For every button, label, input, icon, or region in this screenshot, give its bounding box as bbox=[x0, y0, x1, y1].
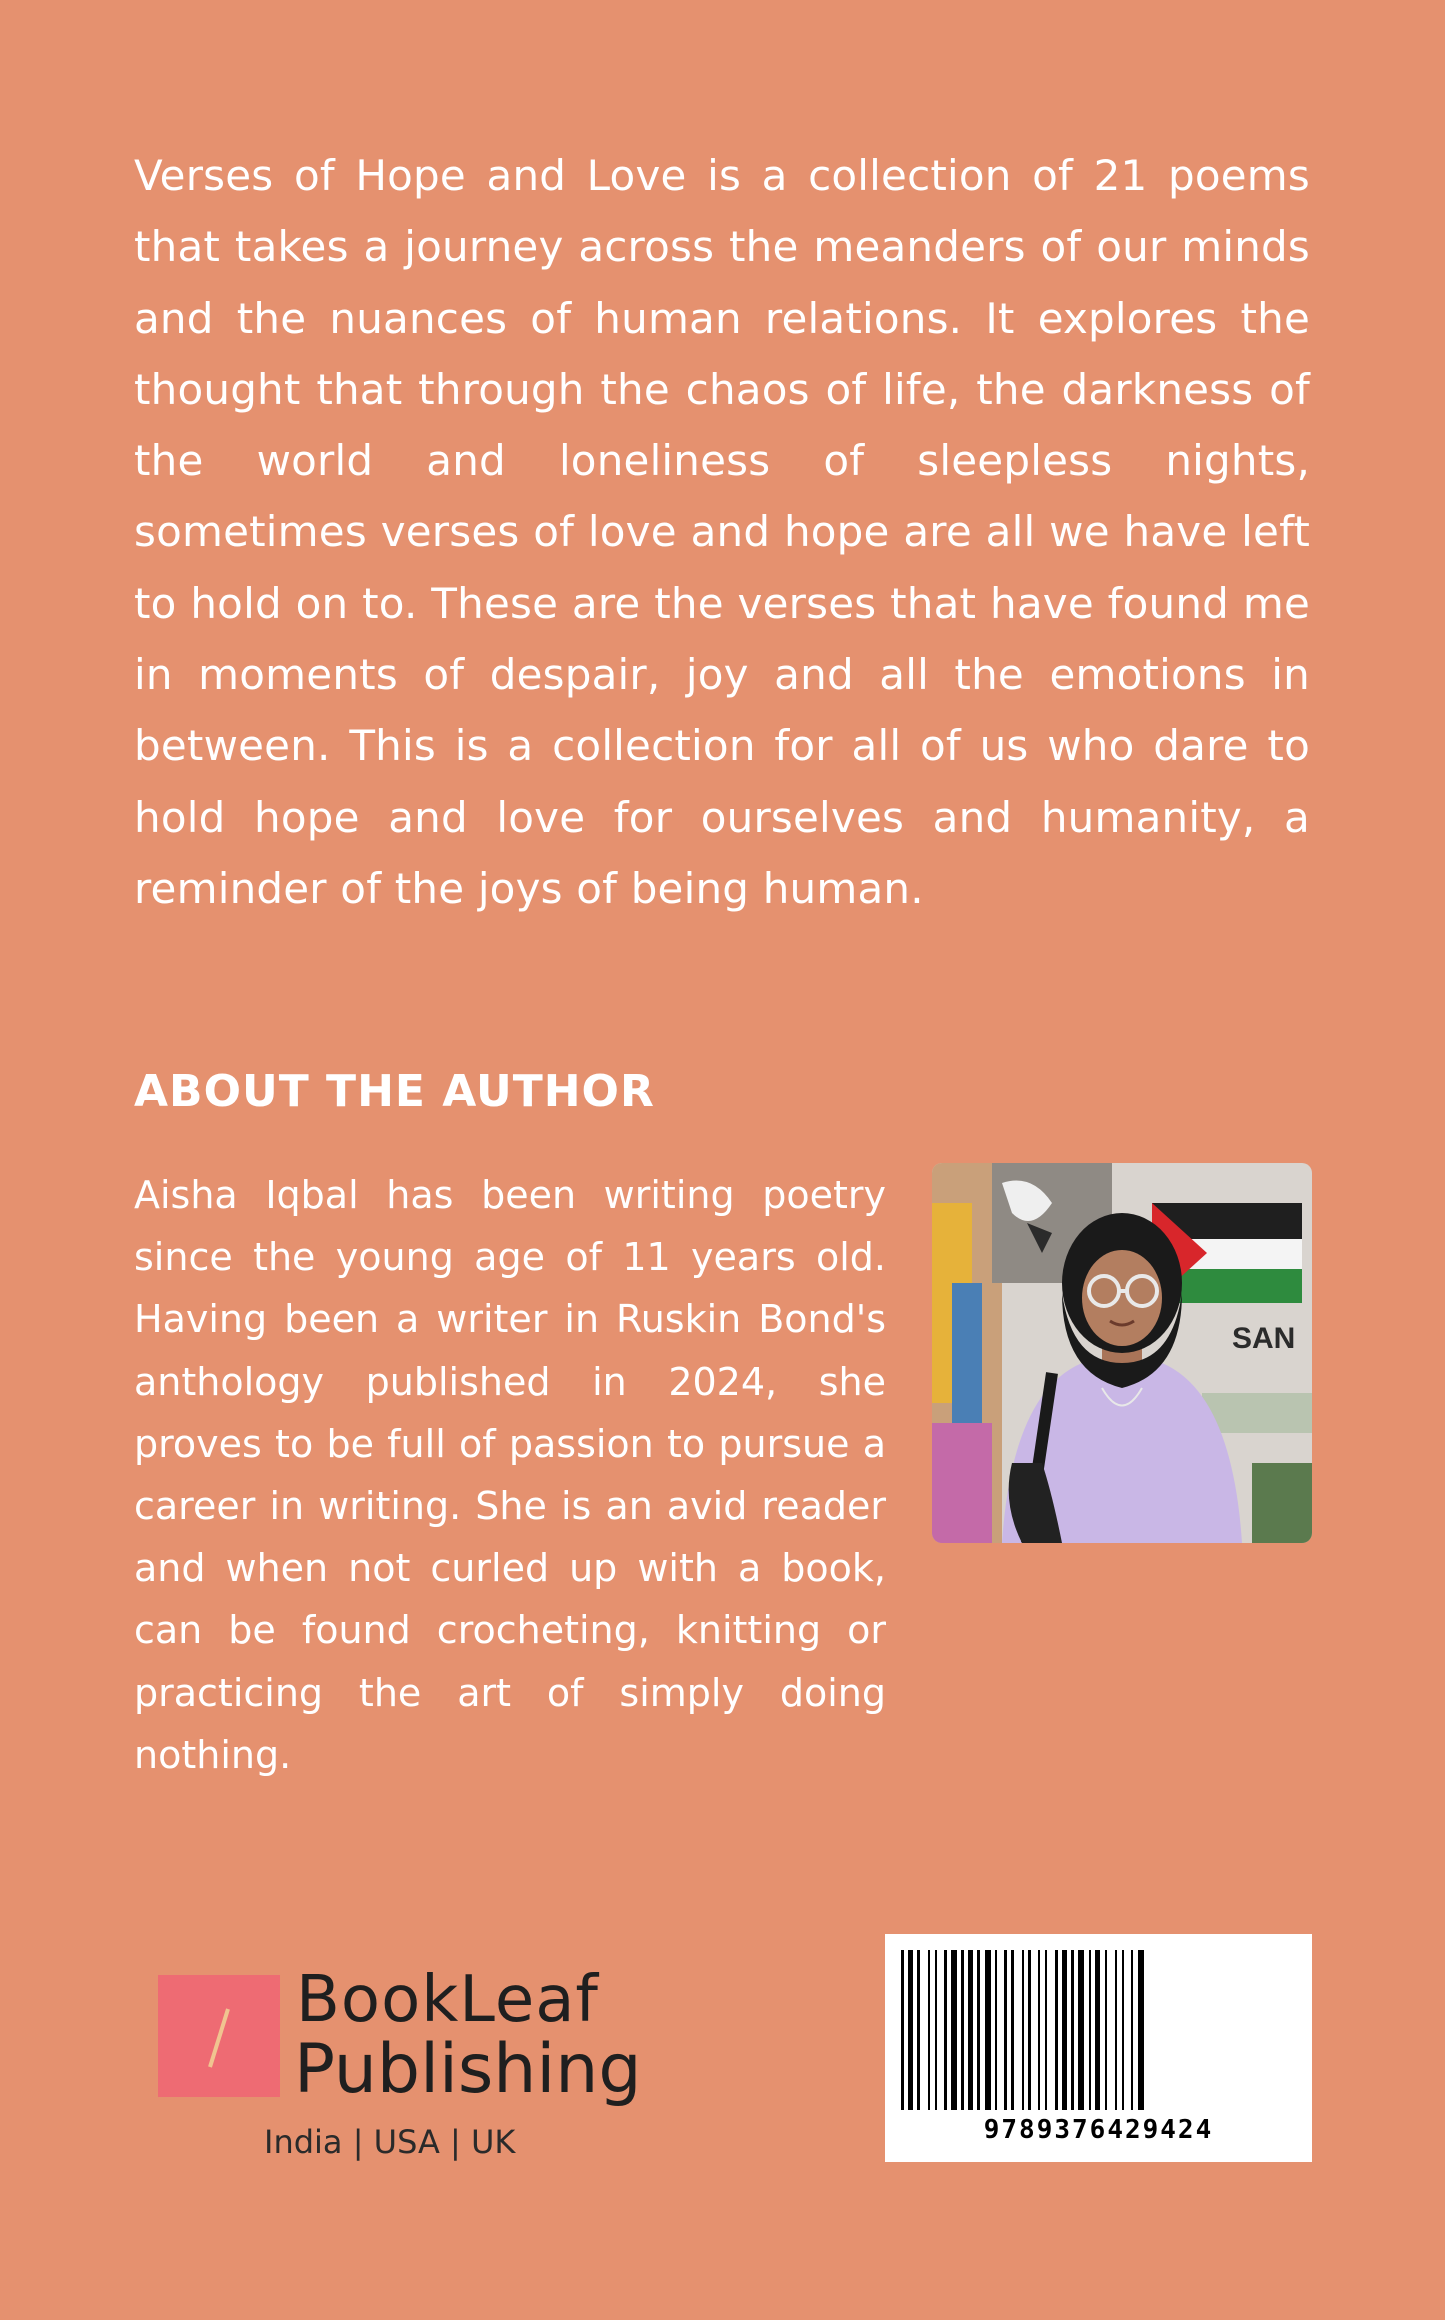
barcode bbox=[885, 1934, 1312, 2162]
barcode-bar bbox=[1095, 1950, 1100, 2110]
author-photo bbox=[932, 1163, 1312, 1543]
barcode-bar bbox=[1028, 1950, 1031, 2110]
barcode-bar bbox=[1055, 1950, 1058, 2110]
author-photo-image bbox=[932, 1163, 1312, 1543]
barcode-bar bbox=[917, 1950, 920, 2110]
barcode-bar bbox=[1105, 1950, 1107, 2110]
barcode-bar bbox=[1115, 1950, 1117, 2110]
barcode-bar bbox=[1004, 1950, 1007, 2110]
barcode-bar bbox=[1131, 1950, 1133, 2110]
barcode-bar bbox=[1062, 1950, 1067, 2110]
barcode-bar bbox=[944, 1950, 947, 2110]
barcode-bar bbox=[951, 1950, 957, 2110]
logo-slash-icon bbox=[158, 1975, 280, 2097]
barcode-bar bbox=[908, 1950, 913, 2110]
author-bio: Aisha Iqbal has been writing poetry since the young age of 11 years old. Having been a writer in Ruskin Bond's anthology published in 2024, she proves to be full of passion to pursue a career in writing. She is an avid reader and when not curled up with a book, can be found crocheting, knitting or practicing the art of simply doing nothing. bbox=[134, 1173, 886, 1777]
isbn-number: 9789376429424 bbox=[983, 2115, 1214, 2145]
barcode-bar bbox=[1022, 1950, 1024, 2110]
barcode-bar bbox=[1078, 1950, 1084, 2110]
barcode-bar bbox=[1038, 1950, 1040, 2110]
barcode-bar bbox=[977, 1950, 980, 2110]
barcode-bar bbox=[968, 1950, 973, 2110]
barcode-bar bbox=[1011, 1950, 1014, 2110]
barcode-bar bbox=[1138, 1950, 1144, 2110]
barcode-bar bbox=[961, 1950, 964, 2110]
barcode-bar bbox=[935, 1950, 937, 2110]
barcode-bar bbox=[985, 1950, 991, 2110]
barcode-bar bbox=[995, 1950, 997, 2110]
publisher-regions: India | USA | UK bbox=[264, 2123, 516, 2161]
publisher-name-line2: Publishing bbox=[294, 2030, 642, 2109]
barcode-bar bbox=[901, 1950, 904, 2110]
about-author-heading: ABOUT THE AUTHOR bbox=[134, 1066, 655, 1117]
mural-text: SAN bbox=[1232, 1322, 1296, 1355]
barcode-bar bbox=[1122, 1950, 1124, 2110]
barcode-bar bbox=[1045, 1950, 1047, 2110]
barcode-bar bbox=[928, 1950, 930, 2110]
bookleaf-logo-icon bbox=[158, 1975, 280, 2097]
barcode-bar bbox=[1071, 1950, 1074, 2110]
book-blurb: Verses of Hope and Love is a collection of 21 poems that takes a journey across the meanders of our minds and the nuances of human relations. It explores the thought that through the chaos of life, the darkness of the world and loneliness of sleepless nights, sometimes verses of love and hope are all we have left to hold on to. These are the verses that have found me in moments of despair, joy and all the emotions in between. This is a collection for all of us who dare to hold hope and love for ourselves and humanity, a reminder of the joys of being human. bbox=[134, 151, 1310, 913]
publisher-name-line1: BookLeaf bbox=[296, 1963, 599, 2037]
barcode-bar bbox=[1089, 1950, 1091, 2110]
